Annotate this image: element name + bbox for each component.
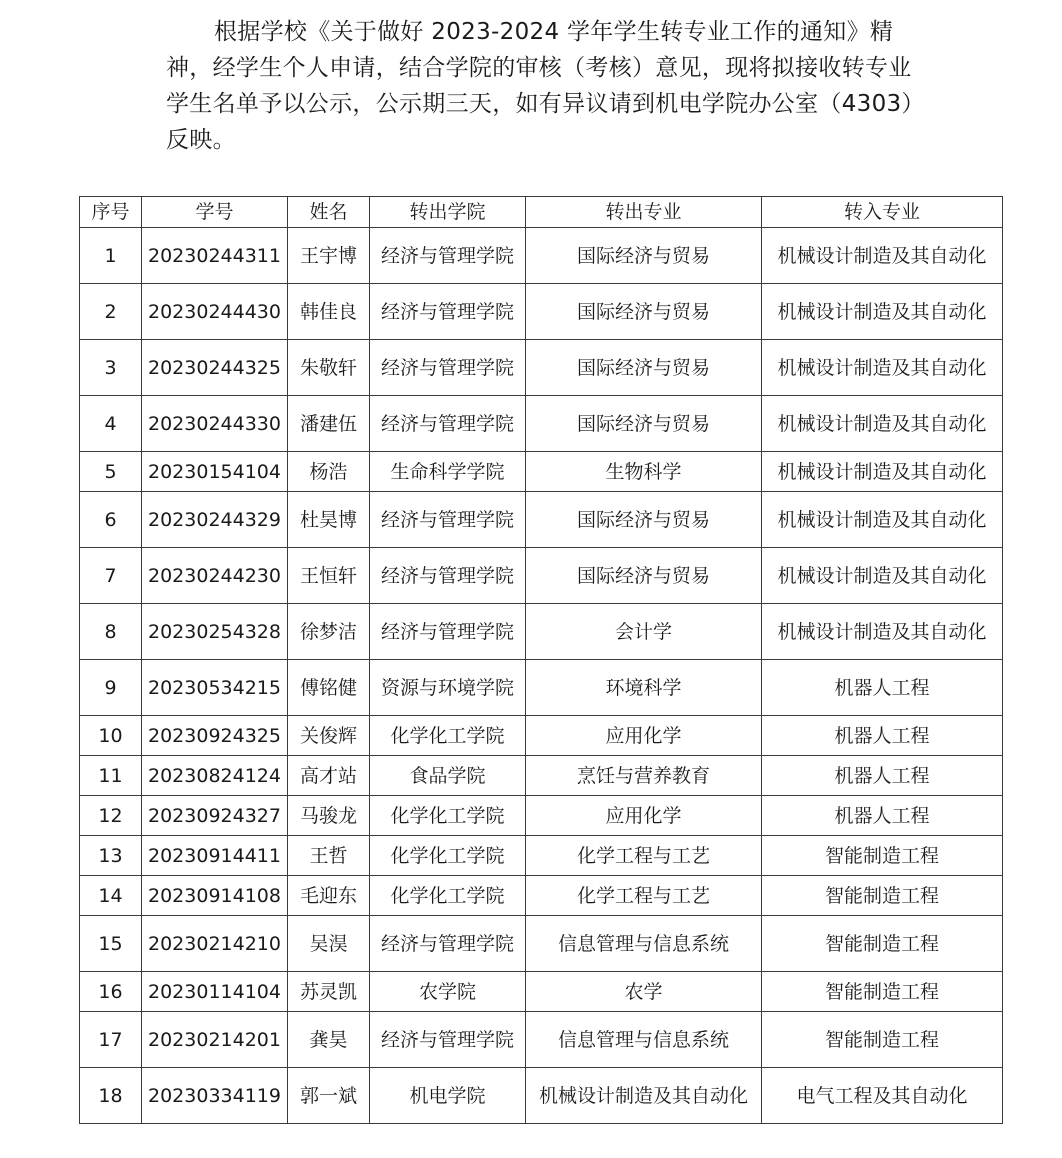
cell-to-major: 机械设计制造及其自动化 [761, 548, 1002, 604]
cell-from-college: 经济与管理学院 [369, 492, 525, 548]
table-row [80, 340, 1003, 396]
table-row [80, 836, 1003, 876]
cell-from-college: 化学化工学院 [369, 836, 525, 876]
table-row [80, 228, 1003, 284]
cell-student-id: 20230914108 [142, 876, 288, 916]
cell-no: 15 [80, 916, 142, 972]
cell-no: 12 [80, 796, 142, 836]
cell-from-major: 国际经济与贸易 [525, 396, 761, 452]
table-row [80, 396, 1003, 452]
cell-name: 关俊辉 [287, 716, 369, 756]
cell-from-college: 化学化工学院 [369, 796, 525, 836]
cell-name: 王宇博 [287, 228, 369, 284]
cell-student-id: 20230914411 [142, 836, 288, 876]
cell-to-major: 机器人工程 [761, 716, 1002, 756]
cell-from-college: 经济与管理学院 [369, 228, 525, 284]
cell-student-id: 20230244430 [142, 284, 288, 340]
table-header-row [80, 197, 1003, 228]
cell-from-major: 机械设计制造及其自动化 [525, 1068, 761, 1124]
cell-name: 王恒轩 [287, 548, 369, 604]
table-row [80, 660, 1003, 716]
notice-text [166, 14, 926, 158]
cell-student-id: 20230114104 [142, 972, 288, 1012]
cell-from-major: 国际经济与贸易 [525, 284, 761, 340]
cell-from-college: 经济与管理学院 [369, 396, 525, 452]
cell-from-major: 化学工程与工艺 [525, 836, 761, 876]
table-row [80, 756, 1003, 796]
cell-from-major: 信息管理与信息系统 [525, 1012, 761, 1068]
cell-student-id: 20230254328 [142, 604, 288, 660]
header-student-id: 学号 [142, 197, 288, 228]
cell-to-major: 智能制造工程 [761, 876, 1002, 916]
cell-student-id: 20230244330 [142, 396, 288, 452]
cell-from-major: 国际经济与贸易 [525, 548, 761, 604]
header-from-college: 转出学院 [369, 197, 525, 228]
cell-name: 韩佳良 [287, 284, 369, 340]
cell-from-major: 国际经济与贸易 [525, 340, 761, 396]
cell-from-major: 农学 [525, 972, 761, 1012]
cell-from-major: 烹饪与营养教育 [525, 756, 761, 796]
cell-name: 郭一斌 [287, 1068, 369, 1124]
cell-name: 吴淏 [287, 916, 369, 972]
cell-from-major: 信息管理与信息系统 [525, 916, 761, 972]
cell-name: 徐梦洁 [287, 604, 369, 660]
cell-from-college: 经济与管理学院 [369, 1012, 525, 1068]
cell-no: 13 [80, 836, 142, 876]
table-row [80, 604, 1003, 660]
cell-name: 杜昊博 [287, 492, 369, 548]
cell-name: 毛迎东 [287, 876, 369, 916]
cell-from-major: 应用化学 [525, 716, 761, 756]
cell-no: 6 [80, 492, 142, 548]
cell-from-major: 化学工程与工艺 [525, 876, 761, 916]
cell-from-major: 会计学 [525, 604, 761, 660]
header-to-major: 转入专业 [761, 197, 1002, 228]
cell-no: 18 [80, 1068, 142, 1124]
cell-student-id: 20230824124 [142, 756, 288, 796]
cell-no: 16 [80, 972, 142, 1012]
cell-name: 苏灵凯 [287, 972, 369, 1012]
cell-from-college: 化学化工学院 [369, 876, 525, 916]
table-row [80, 796, 1003, 836]
cell-no: 7 [80, 548, 142, 604]
cell-to-major: 机器人工程 [761, 660, 1002, 716]
header-name: 姓名 [287, 197, 369, 228]
cell-to-major: 机械设计制造及其自动化 [761, 604, 1002, 660]
cell-to-major: 机械设计制造及其自动化 [761, 228, 1002, 284]
cell-student-id: 20230244329 [142, 492, 288, 548]
cell-student-id: 20230334119 [142, 1068, 288, 1124]
cell-student-id: 20230924325 [142, 716, 288, 756]
cell-from-college: 化学化工学院 [369, 716, 525, 756]
cell-to-major: 机器人工程 [761, 796, 1002, 836]
cell-no: 17 [80, 1012, 142, 1068]
cell-from-college: 经济与管理学院 [369, 284, 525, 340]
cell-to-major: 智能制造工程 [761, 972, 1002, 1012]
cell-to-major: 智能制造工程 [761, 836, 1002, 876]
cell-from-major: 国际经济与贸易 [525, 228, 761, 284]
header-no: 序号 [80, 197, 142, 228]
cell-student-id: 20230244325 [142, 340, 288, 396]
cell-from-college: 资源与环境学院 [369, 660, 525, 716]
cell-name: 傅铭健 [287, 660, 369, 716]
cell-name: 朱敬轩 [287, 340, 369, 396]
cell-to-major: 机械设计制造及其自动化 [761, 340, 1002, 396]
cell-no: 14 [80, 876, 142, 916]
cell-no: 5 [80, 452, 142, 492]
cell-student-id: 20230214210 [142, 916, 288, 972]
cell-to-major: 机器人工程 [761, 756, 1002, 796]
table-row [80, 452, 1003, 492]
table-row [80, 716, 1003, 756]
cell-from-college: 生命科学学院 [369, 452, 525, 492]
cell-to-major: 智能制造工程 [761, 1012, 1002, 1068]
table-row [80, 548, 1003, 604]
cell-from-college: 食品学院 [369, 756, 525, 796]
cell-from-major: 国际经济与贸易 [525, 492, 761, 548]
table-row [80, 284, 1003, 340]
cell-name: 杨浩 [287, 452, 369, 492]
cell-no: 1 [80, 228, 142, 284]
transfer-students-table [79, 196, 1003, 1124]
notice-paragraph: 根据学校《关于做好 2023-2024 学年学生转专业工作的通知》精神，经学生个人申请，结合学院的审核（考核）意见，现将拟接收转专业学生名单予以公示，公示期三天，如有异议请到机电学院办公室（4303）反映。 [166, 19, 925, 153]
cell-from-college: 经济与管理学院 [369, 916, 525, 972]
table-row [80, 876, 1003, 916]
cell-from-college: 农学院 [369, 972, 525, 1012]
cell-student-id: 20230924327 [142, 796, 288, 836]
table-row [80, 916, 1003, 972]
cell-to-major: 机械设计制造及其自动化 [761, 284, 1002, 340]
cell-name: 王哲 [287, 836, 369, 876]
cell-student-id: 20230244230 [142, 548, 288, 604]
cell-name: 龚昊 [287, 1012, 369, 1068]
cell-to-major: 机械设计制造及其自动化 [761, 492, 1002, 548]
cell-student-id: 20230154104 [142, 452, 288, 492]
cell-no: 9 [80, 660, 142, 716]
cell-from-college: 机电学院 [369, 1068, 525, 1124]
cell-student-id: 20230214201 [142, 1012, 288, 1068]
cell-to-major: 智能制造工程 [761, 916, 1002, 972]
cell-student-id: 20230534215 [142, 660, 288, 716]
cell-from-major: 生物科学 [525, 452, 761, 492]
cell-no: 2 [80, 284, 142, 340]
cell-name: 高才站 [287, 756, 369, 796]
cell-from-college: 经济与管理学院 [369, 340, 525, 396]
cell-student-id: 20230244311 [142, 228, 288, 284]
cell-to-major: 机械设计制造及其自动化 [761, 396, 1002, 452]
cell-to-major: 机械设计制造及其自动化 [761, 452, 1002, 492]
cell-name: 潘建伍 [287, 396, 369, 452]
cell-from-college: 经济与管理学院 [369, 604, 525, 660]
table-row [80, 1068, 1003, 1124]
cell-no: 3 [80, 340, 142, 396]
cell-no: 4 [80, 396, 142, 452]
cell-no: 11 [80, 756, 142, 796]
table-row [80, 972, 1003, 1012]
cell-from-major: 环境科学 [525, 660, 761, 716]
cell-no: 10 [80, 716, 142, 756]
cell-from-major: 应用化学 [525, 796, 761, 836]
cell-from-college: 经济与管理学院 [369, 548, 525, 604]
header-from-major: 转出专业 [525, 197, 761, 228]
table-row [80, 1012, 1003, 1068]
table-row [80, 492, 1003, 548]
cell-to-major: 电气工程及其自动化 [761, 1068, 1002, 1124]
cell-name: 马骏龙 [287, 796, 369, 836]
cell-no: 8 [80, 604, 142, 660]
